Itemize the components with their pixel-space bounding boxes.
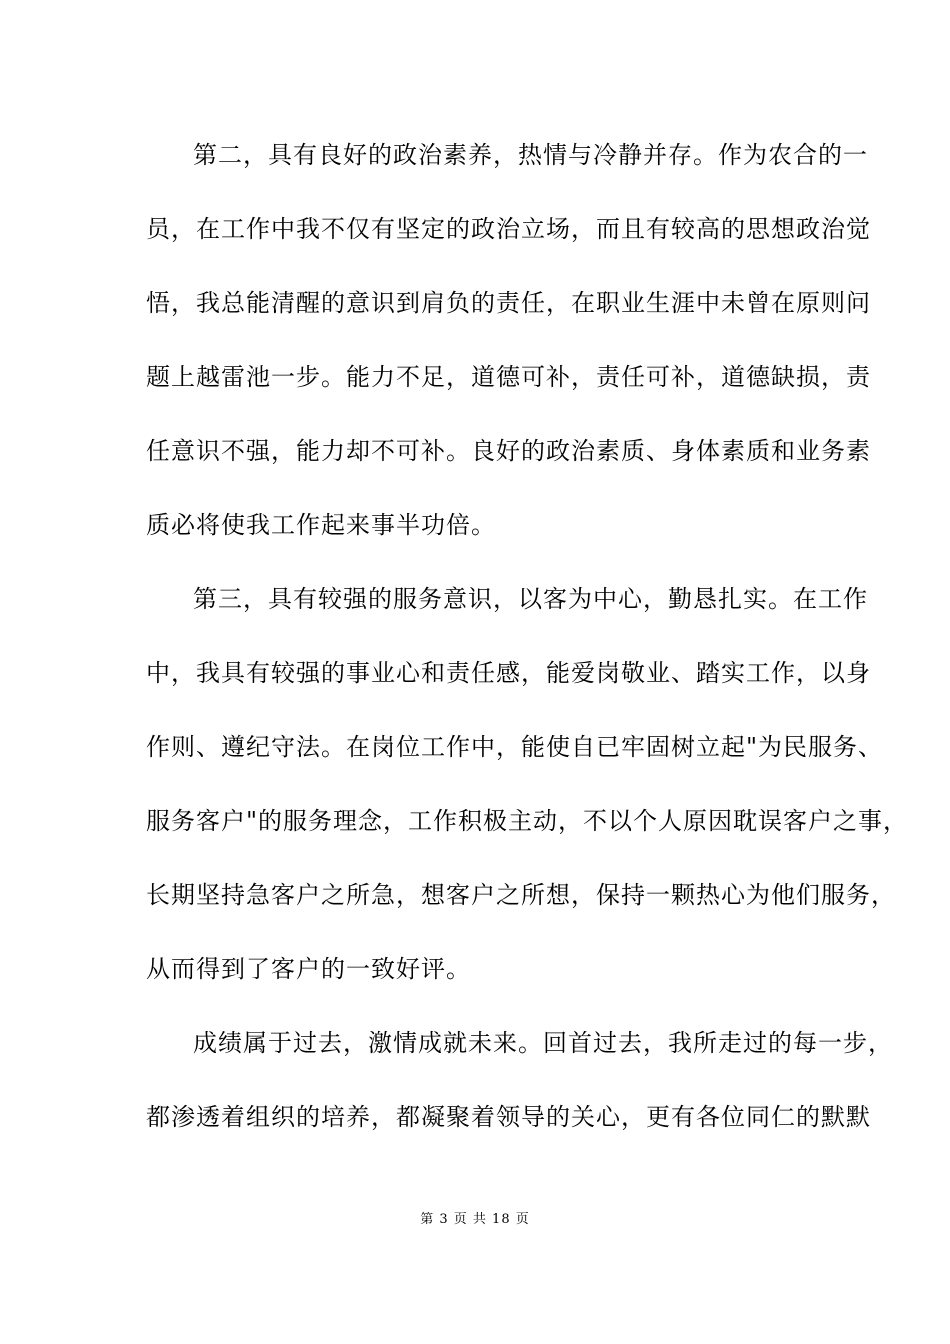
paragraph-line: 悟，我总能清醒的意识到肩负的责任，在职业生涯中未曾在原则问 [146,289,871,317]
paragraph-line: 任意识不强，能力却不可补。良好的政治素质、身体素质和业务素 [146,437,871,465]
paragraph-line: 第三，具有较强的服务意识，以客为中心，勤恳扎实。在工作 [193,585,868,613]
paragraph-line: 员，在工作中我不仅有坚定的政治立场，而且有较高的思想政治觉 [146,215,871,243]
paragraph-line: 成绩属于过去，激情成就未来。回首过去，我所走过的每一步， [193,1029,893,1057]
paragraph-line: 长期坚持急客户之所急，想客户之所想，保持一颗热心为他们服务， [146,881,896,909]
body-text [146,133,909,1169]
paragraph-line: 质必将使我工作起来事半功倍。 [146,511,496,539]
paragraph-line: 作则、遵纪守法。在岗位工作中，能使自已牢固树立起"为民服务、 [146,733,884,761]
paragraph-line: 中，我具有较强的事业心和责任感，能爱岗敬业、踏实工作，以身 [146,659,871,687]
page-number-footer: 第 3 页 共 18 页 [420,1212,530,1227]
paragraph-line: 都渗透着组织的培养，都凝聚着领导的关心，更有各位同仁的默默 [146,1103,871,1131]
paragraph-line: 服务客户"的服务理念，工作积极主动，不以个人原因耽误客户之事， [146,807,909,835]
paragraph-line: 从而得到了客户的一致好评。 [146,955,471,983]
paragraph-line: 题上越雷池一步。能力不足，道德可补，责任可补，道德缺损，责 [146,363,871,391]
paragraph-line: 第二，具有良好的政治素养，热情与冷静并存。作为农合的一 [193,141,868,169]
